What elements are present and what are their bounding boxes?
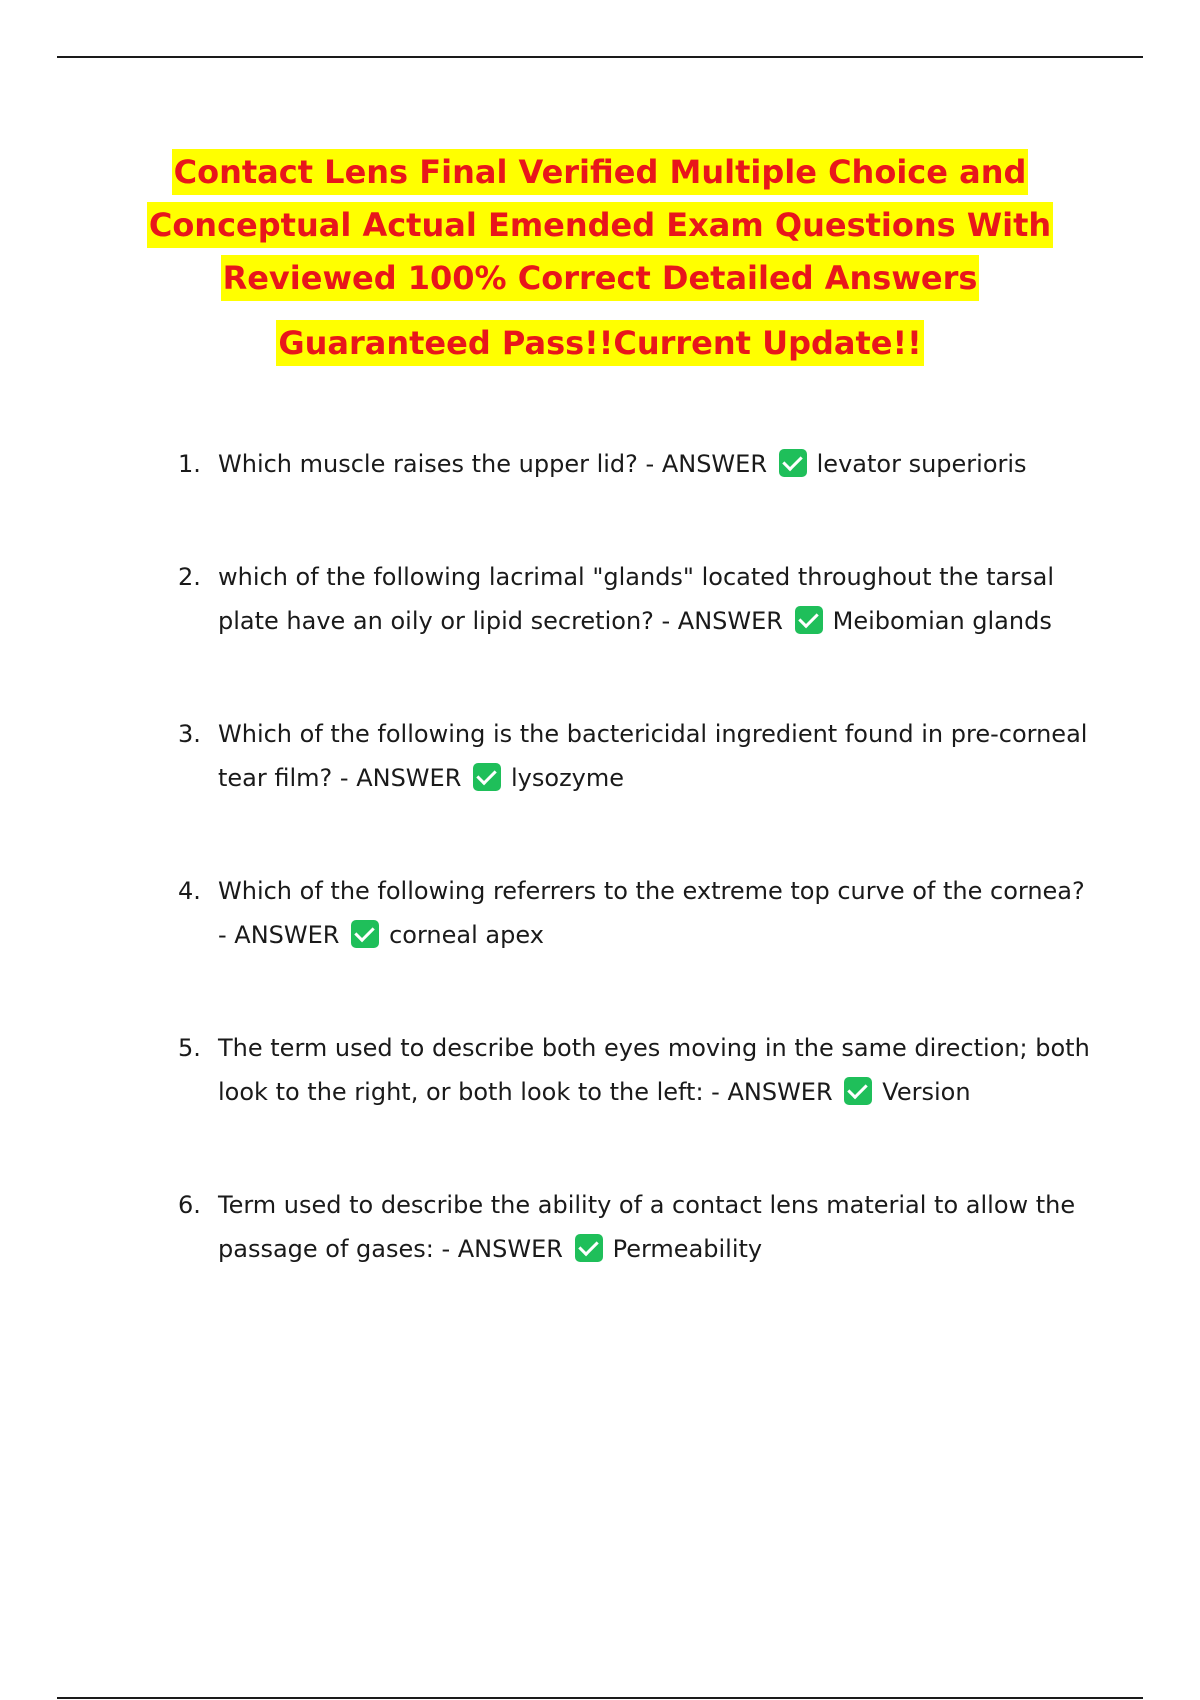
question-text: Term used to describe the ability of a contact lens material to allow the passage of gases: - ANSWER: [218, 1191, 1076, 1263]
question-text: The term used to describe both eyes moving in the same direction; both look to the right, or both look to the left: - ANSWER: [218, 1034, 1090, 1106]
answer-text: lysozyme: [511, 764, 625, 792]
question-number: 3.: [178, 720, 201, 748]
question-number: 4.: [178, 877, 201, 905]
answer-text: Permeability: [612, 1235, 763, 1263]
question-number: 2.: [178, 563, 201, 591]
question-item: [178, 1026, 1098, 1114]
checkmark-icon: [575, 1234, 603, 1262]
bottom-divider: [57, 1697, 1143, 1699]
document-title: [100, 146, 1100, 305]
question-item: [178, 442, 1098, 486]
title-line-3: Reviewed 100% Correct Detailed Answers: [221, 255, 980, 301]
answer-text: levator superioris: [816, 450, 1027, 478]
answer-text: Meibomian glands: [832, 607, 1052, 635]
document-subtitle: [100, 318, 1100, 368]
checkmark-icon: [351, 920, 379, 948]
subtitle-text: Guaranteed Pass!!Current Update!!: [276, 320, 923, 366]
question-item: [178, 1183, 1098, 1271]
question-text: Which of the following referrers to the extreme top curve of the cornea? - ANSWER: [218, 877, 1085, 949]
answer-text: Version: [882, 1078, 971, 1106]
question-number: 1.: [178, 450, 201, 478]
title-line-2: Conceptual Actual Emended Exam Questions With: [147, 202, 1053, 248]
question-text: which of the following lacrimal "glands" located throughout the tarsal plate have an oily or lipid secretion? - ANSWER: [218, 563, 1055, 635]
checkmark-icon: [844, 1077, 872, 1105]
checkmark-icon: [795, 606, 823, 634]
checkmark-icon: [473, 763, 501, 791]
question-list: [178, 442, 1098, 1340]
question-item: [178, 869, 1098, 957]
question-text: Which of the following is the bactericidal ingredient found in pre-corneal tear film? - ANSWER: [218, 720, 1088, 792]
checkmark-icon: [779, 449, 807, 477]
top-divider: [57, 56, 1143, 58]
title-line-1: Contact Lens Final Verified Multiple Choice and: [172, 149, 1029, 195]
question-number: 5.: [178, 1034, 201, 1062]
answer-text: corneal apex: [389, 921, 544, 949]
question-number: 6.: [178, 1191, 201, 1219]
question-text: Which muscle raises the upper lid? - ANSWER: [218, 450, 767, 478]
question-item: [178, 712, 1098, 800]
question-item: [178, 555, 1098, 643]
